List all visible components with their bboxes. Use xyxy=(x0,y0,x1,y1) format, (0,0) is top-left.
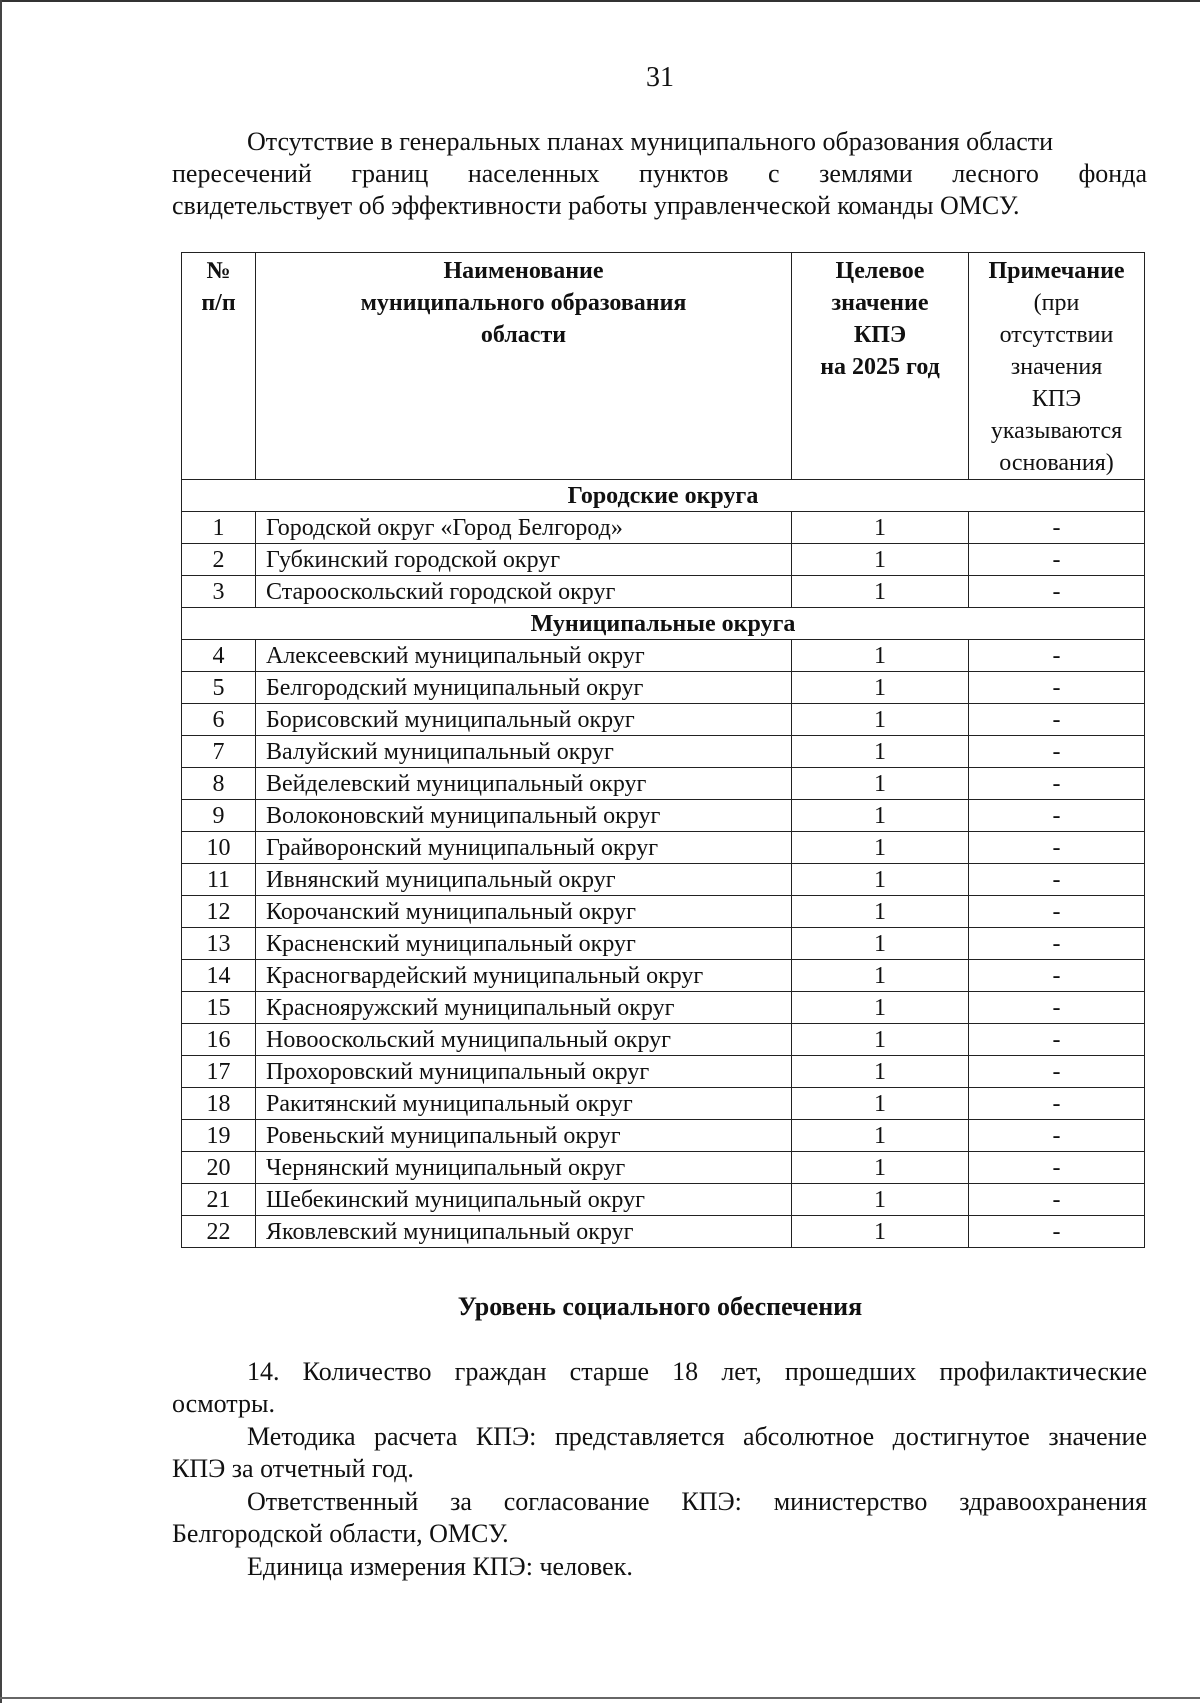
cell-number: 10 xyxy=(182,832,256,864)
cell-number: 5 xyxy=(182,672,256,704)
cell-note: - xyxy=(969,1024,1145,1056)
kpe-table xyxy=(181,252,1145,1248)
cell-note: - xyxy=(969,512,1145,544)
top-border-line xyxy=(0,0,1200,2)
intro-line-2: пересечений границ населенных пунктов с землями лесного фонда xyxy=(172,159,1147,188)
header-name-line-3: области xyxy=(480,322,567,348)
table-row xyxy=(182,896,1145,928)
cell-name: Красненский муниципальный округ xyxy=(256,928,792,960)
section-row xyxy=(182,608,1145,640)
cell-number: 15 xyxy=(182,992,256,1024)
table-row xyxy=(182,864,1145,896)
responsible-line-1: Ответственный за согласование КПЭ: министерство здравоохранения xyxy=(247,1487,1147,1516)
header-number-line-2: п/п xyxy=(201,290,236,316)
cell-number: 22 xyxy=(182,1216,256,1248)
intro-line-3: свидетельствует об эффективности работы управленческой команды ОМСУ. xyxy=(172,191,1020,220)
header-name-line-2: муниципального образования xyxy=(360,290,687,316)
section-heading: Уровень социального обеспечения xyxy=(457,1292,863,1321)
header-target xyxy=(792,253,969,480)
cell-number: 14 xyxy=(182,960,256,992)
cell-note: - xyxy=(969,768,1145,800)
responsible-line-2: Белгородской области, ОМСУ. xyxy=(172,1519,509,1548)
table-row xyxy=(182,800,1145,832)
cell-note: - xyxy=(969,832,1145,864)
cell-note: - xyxy=(969,704,1145,736)
section-row xyxy=(182,480,1145,512)
cell-number: 3 xyxy=(182,576,256,608)
cell-number: 8 xyxy=(182,768,256,800)
cell-target-value: 1 xyxy=(792,960,969,992)
cell-name: Краснояружский муниципальный округ xyxy=(256,992,792,1024)
cell-target-value: 1 xyxy=(792,1088,969,1120)
cell-target-value: 1 xyxy=(792,864,969,896)
header-note-line-4: КПЭ xyxy=(1031,386,1082,412)
methodology-line-2: КПЭ за отчетный год. xyxy=(172,1454,414,1483)
cell-name: Ивнянский муниципальный округ xyxy=(256,864,792,896)
cell-target-value: 1 xyxy=(792,544,969,576)
cell-number: 18 xyxy=(182,1088,256,1120)
table-row xyxy=(182,1088,1145,1120)
item-14-line-2: осмотры. xyxy=(172,1389,275,1418)
item-14-paragraph xyxy=(172,1356,1147,1420)
header-note xyxy=(969,253,1145,480)
cell-note: - xyxy=(969,864,1145,896)
cell-note: - xyxy=(969,1152,1145,1184)
cell-note: - xyxy=(969,800,1145,832)
table-row xyxy=(182,1184,1145,1216)
item-14-line-1: 14. Количество граждан старше 18 лет, прошедших профилактические xyxy=(247,1357,1147,1386)
cell-note: - xyxy=(969,992,1145,1024)
page-number: 31 xyxy=(646,62,674,93)
cell-target-value: 1 xyxy=(792,576,969,608)
cell-name: Валуйский муниципальный округ xyxy=(256,736,792,768)
cell-target-value: 1 xyxy=(792,640,969,672)
table-row xyxy=(182,736,1145,768)
intro-line-1: Отсутствие в генеральных планах муниципального образования области xyxy=(247,127,1054,156)
cell-target-value: 1 xyxy=(792,704,969,736)
table-header-row xyxy=(182,253,1145,480)
table-row xyxy=(182,544,1145,576)
cell-target-value: 1 xyxy=(792,672,969,704)
header-note-title: Примечание xyxy=(988,258,1125,284)
left-border-line xyxy=(0,0,2,1703)
table-body xyxy=(182,480,1145,1248)
cell-number: 17 xyxy=(182,1056,256,1088)
header-name-line-1: Наименование xyxy=(443,258,604,284)
cell-number: 7 xyxy=(182,736,256,768)
intro-paragraph xyxy=(172,126,1147,222)
cell-note: - xyxy=(969,1088,1145,1120)
cell-note: - xyxy=(969,960,1145,992)
header-target-line-2: значение xyxy=(831,290,929,316)
cell-name: Губкинский городской округ xyxy=(256,544,792,576)
table-row xyxy=(182,704,1145,736)
cell-name: Яковлевский муниципальный округ xyxy=(256,1216,792,1248)
unit-paragraph xyxy=(172,1551,1147,1583)
table-row xyxy=(182,960,1145,992)
cell-target-value: 1 xyxy=(792,1216,969,1248)
cell-target-value: 1 xyxy=(792,1120,969,1152)
cell-target-value: 1 xyxy=(792,928,969,960)
header-note-line-6: основания) xyxy=(999,450,1114,476)
cell-name: Шебекинский муниципальный округ xyxy=(256,1184,792,1216)
cell-target-value: 1 xyxy=(792,1152,969,1184)
table-row xyxy=(182,1152,1145,1184)
table-row xyxy=(182,512,1145,544)
cell-name: Корочанский муниципальный округ xyxy=(256,896,792,928)
cell-name: Старооскольский городской округ xyxy=(256,576,792,608)
cell-name: Волоконовский муниципальный округ xyxy=(256,800,792,832)
section-title: Городские округа xyxy=(182,480,1145,512)
cell-target-value: 1 xyxy=(792,1056,969,1088)
cell-target-value: 1 xyxy=(792,512,969,544)
header-name xyxy=(256,253,792,480)
cell-target-value: 1 xyxy=(792,992,969,1024)
cell-note: - xyxy=(969,576,1145,608)
cell-name: Ракитянский муниципальный округ xyxy=(256,1088,792,1120)
cell-number: 11 xyxy=(182,864,256,896)
cell-note: - xyxy=(969,640,1145,672)
header-note-line-5: указываются xyxy=(990,418,1123,444)
cell-number: 4 xyxy=(182,640,256,672)
table-row xyxy=(182,928,1145,960)
cell-name: Вейделевский муниципальный округ xyxy=(256,768,792,800)
header-target-line-3: КПЭ xyxy=(853,322,907,348)
cell-note: - xyxy=(969,1056,1145,1088)
table-row xyxy=(182,1024,1145,1056)
cell-name: Белгородский муниципальный округ xyxy=(256,672,792,704)
table-row xyxy=(182,1216,1145,1248)
cell-number: 19 xyxy=(182,1120,256,1152)
cell-number: 2 xyxy=(182,544,256,576)
cell-name: Городской округ «Город Белгород» xyxy=(256,512,792,544)
cell-target-value: 1 xyxy=(792,896,969,928)
cell-number: 16 xyxy=(182,1024,256,1056)
cell-name: Новооскольский муниципальный округ xyxy=(256,1024,792,1056)
cell-note: - xyxy=(969,896,1145,928)
cell-name: Прохоровский муниципальный округ xyxy=(256,1056,792,1088)
cell-note: - xyxy=(969,672,1145,704)
cell-target-value: 1 xyxy=(792,736,969,768)
cell-number: 9 xyxy=(182,800,256,832)
cell-target-value: 1 xyxy=(792,1184,969,1216)
table-row xyxy=(182,992,1145,1024)
cell-name: Алексеевский муниципальный округ xyxy=(256,640,792,672)
cell-name: Чернянский муниципальный округ xyxy=(256,1152,792,1184)
table-row xyxy=(182,640,1145,672)
table-row xyxy=(182,1120,1145,1152)
cell-note: - xyxy=(969,928,1145,960)
table-row xyxy=(182,768,1145,800)
cell-target-value: 1 xyxy=(792,768,969,800)
section-title: Муниципальные округа xyxy=(182,608,1145,640)
cell-number: 12 xyxy=(182,896,256,928)
cell-name: Грайворонский муниципальный округ xyxy=(256,832,792,864)
cell-name: Ровеньский муниципальный округ xyxy=(256,1120,792,1152)
bottom-border-line xyxy=(0,1697,1200,1699)
cell-note: - xyxy=(969,1120,1145,1152)
table-row xyxy=(182,832,1145,864)
table-row xyxy=(182,1056,1145,1088)
header-target-line-4: на 2025 год xyxy=(820,354,940,380)
responsible-paragraph xyxy=(172,1486,1147,1550)
methodology-paragraph xyxy=(172,1421,1147,1485)
cell-number: 6 xyxy=(182,704,256,736)
unit-line: Единица измерения КПЭ: человек. xyxy=(247,1552,633,1581)
cell-number: 13 xyxy=(182,928,256,960)
cell-note: - xyxy=(969,544,1145,576)
cell-number: 20 xyxy=(182,1152,256,1184)
header-number-line-1: № xyxy=(206,258,231,284)
header-note-line-3: значения xyxy=(1010,354,1103,380)
header-target-line-1: Целевое xyxy=(835,258,925,284)
cell-number: 21 xyxy=(182,1184,256,1216)
cell-note: - xyxy=(969,736,1145,768)
header-number xyxy=(182,253,256,480)
table-row xyxy=(182,672,1145,704)
cell-target-value: 1 xyxy=(792,1024,969,1056)
header-note-line-2: отсутствии xyxy=(999,322,1114,348)
cell-number: 1 xyxy=(182,512,256,544)
cell-name: Борисовский муниципальный округ xyxy=(256,704,792,736)
cell-name: Красногвардейский муниципальный округ xyxy=(256,960,792,992)
table-row xyxy=(182,576,1145,608)
methodology-line-1: Методика расчета КПЭ: представляется абсолютное достигнутое значение xyxy=(247,1422,1147,1451)
cell-target-value: 1 xyxy=(792,800,969,832)
header-note-line-1: (при xyxy=(1033,290,1080,316)
cell-note: - xyxy=(969,1184,1145,1216)
cell-target-value: 1 xyxy=(792,832,969,864)
cell-note: - xyxy=(969,1216,1145,1248)
